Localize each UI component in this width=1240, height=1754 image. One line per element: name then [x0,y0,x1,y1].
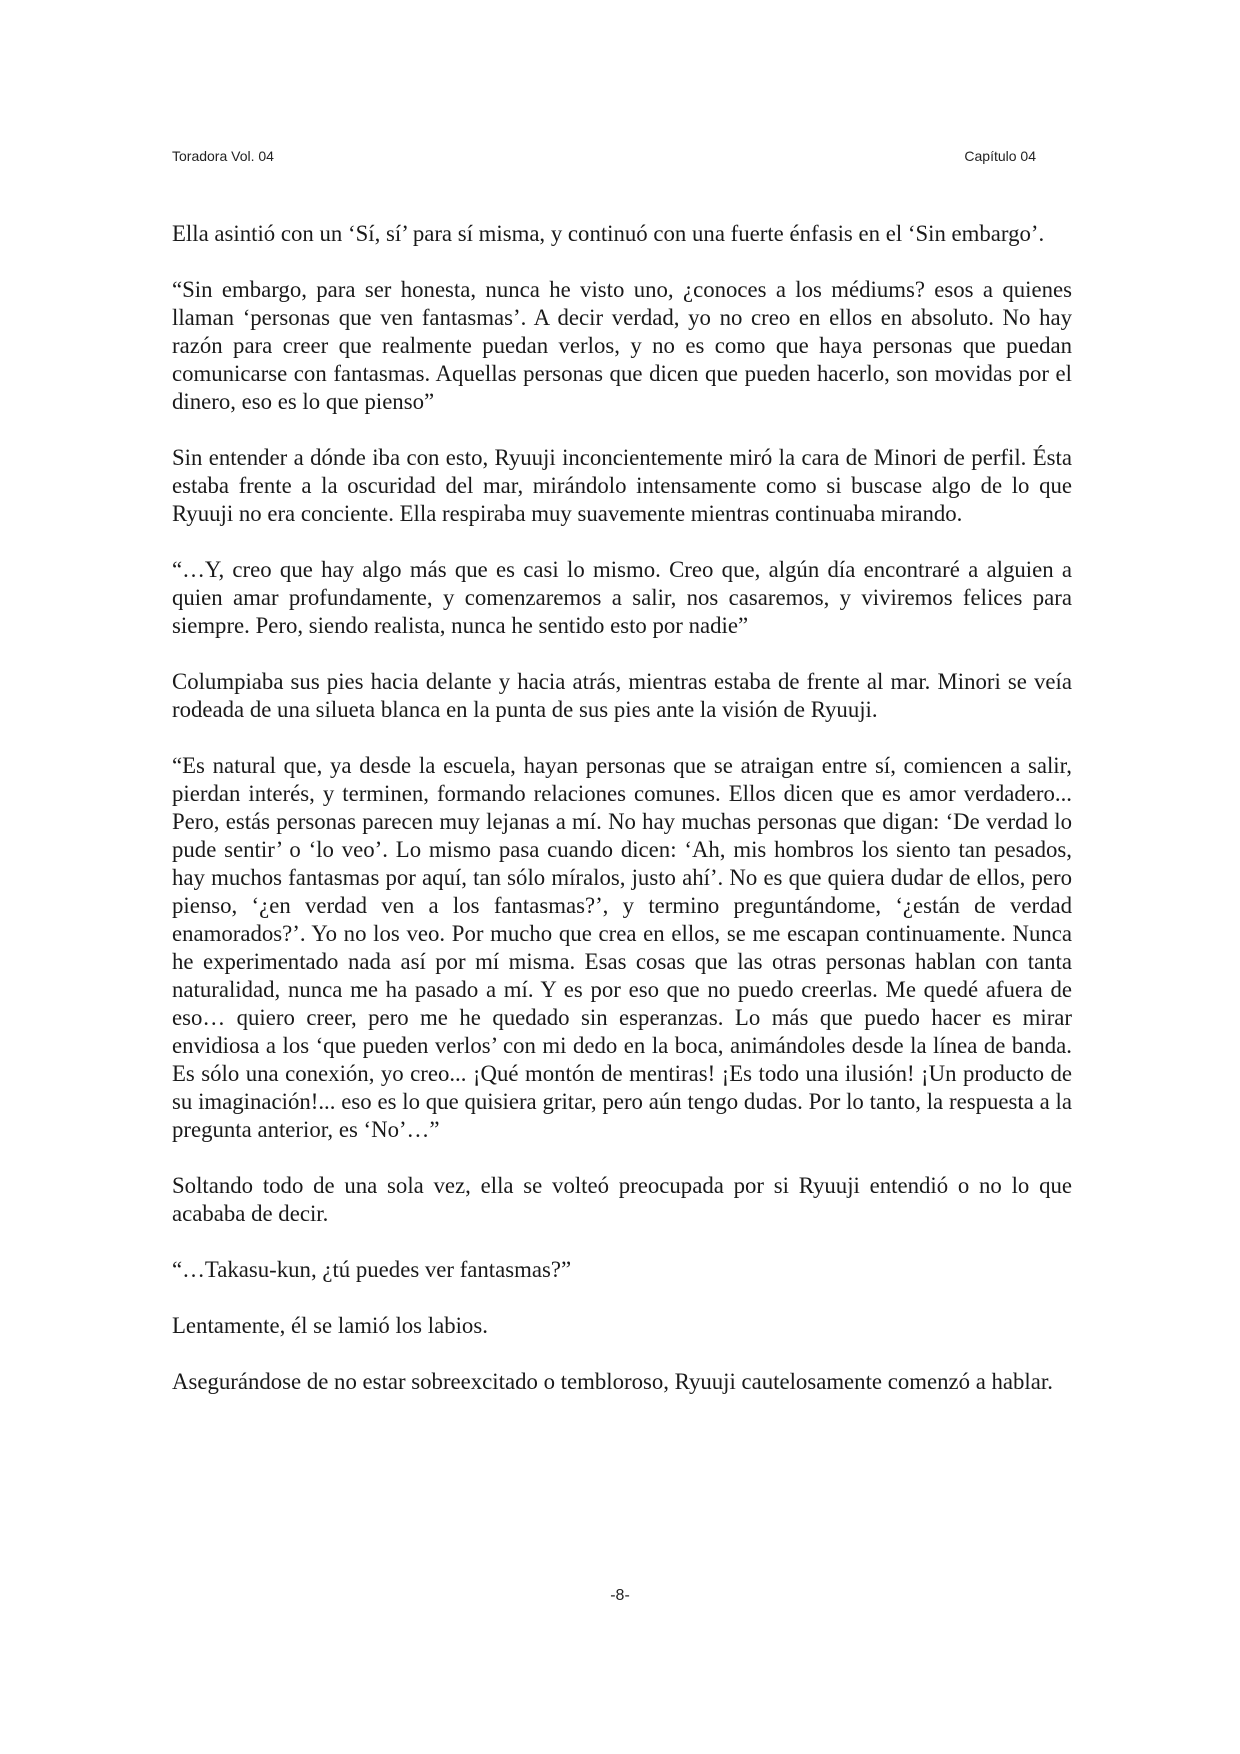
paragraph: Columpiaba sus pies hacia delante y hacia atrás, mientras estaba de frente al mar. Minori se veía rodeada de una silueta blanca en la punta de sus pies ante la visión de Ryuuji. [172,669,1072,722]
paragraph: “…Y, creo que hay algo más que es casi lo mismo. Creo que, algún día encontraré a alguien a quien amar profundamente, y comenzaremos a salir, nos casaremos, y viviremos felices para siempre. Pero, siendo realista, nunca he sentido esto por nadie” [172,557,1072,638]
paragraph: Lentamente, él se lamió los labios. [172,1313,488,1338]
header-chapter: Capítulo 04 [964,148,1036,164]
page-header [172,148,1036,168]
paragraph: Sin entender a dónde iba con esto, Ryuuji inconcientemente miró la cara de Minori de perfil. Ésta estaba frente a la oscuridad del mar, mirándolo intensamente como si buscase algo de lo que Ryuuji no era conciente. Ella respiraba muy suavemente mientras continuaba mirando. [172,445,1072,526]
paragraph: “…Takasu-kun, ¿tú puedes ver fantasmas?” [172,1257,572,1282]
paragraph: Asegurándose de no estar sobreexcitado o tembloroso, Ryuuji cautelosamente comenzó a hablar. [172,1369,1053,1394]
paragraph: Soltando todo de una sola vez, ella se volteó preocupada por si Ryuuji entendió o no lo que acababa de decir. [172,1173,1072,1226]
paragraph: “Es natural que, ya desde la escuela, hayan personas que se atraigan entre sí, comiencen a salir, pierdan interés, y terminen, formando relaciones comunes. Ellos dicen que es amor verdadero... Pero, estás personas parecen muy lejanas a mí. No hay muchas personas que digan: ‘De verdad lo pude sentir’ o ‘lo veo’. Lo mismo pasa cuando dicen: ‘Ah, mis hombros los siento tan pesados, hay muchos fantasmas por aquí, tan sólo míralos, justo ahí’. No es que quiera dudar de ellos, pero pienso, ‘¿en verdad ven a los fantasmas?’, y termino preguntándome, ‘¿están de verdad enamorados?’. Yo no los veo. Por mucho que crea en ellos, se me escapan continuamente. Nunca he experimentado nada así por mí misma. Esas cosas que las otras personas hablan con tanta naturalidad, nunca me ha pasado a mí. Y es por eso que no puedo creerlas. Me quedé afuera de eso… quiero creer, pero me he quedado sin esperanzas. Lo más que puedo hacer es mirar envidiosa a los ‘que pueden verlos’ con mi dedo en la boca, animándoles desde la línea de banda. Es sólo una conexión, yo creo... ¡Qué montón de mentiras! ¡Es todo una ilusión! ¡Un producto de su imaginación!... eso es lo que quisiera gritar, pero aún tengo dudas. Por lo tanto, la respuesta a la pregunta anterior, es ‘No’…” [172,753,1072,1142]
header-book-title: Toradora Vol. 04 [172,148,274,164]
page-number: -8- [610,1587,630,1604]
body-text [172,220,1072,1424]
paragraph: “Sin embargo, para ser honesta, nunca he visto uno, ¿conoces a los médiums? esos a quienes llaman ‘personas que ven fantasmas’. A decir verdad, yo no creo en ellos en absoluto. No hay razón para creer que realmente puedan verlos, y no es como que haya personas que puedan comunicarse con fantasmas. Aquellas personas que dicen que pueden hacerlo, son movidas por el dinero, eso es lo que pienso” [172,277,1072,414]
paragraph: Ella asintió con un ‘Sí, sí’ para sí misma, y continuó con una fuerte énfasis en el ‘Sin embargo’. [172,221,1045,246]
